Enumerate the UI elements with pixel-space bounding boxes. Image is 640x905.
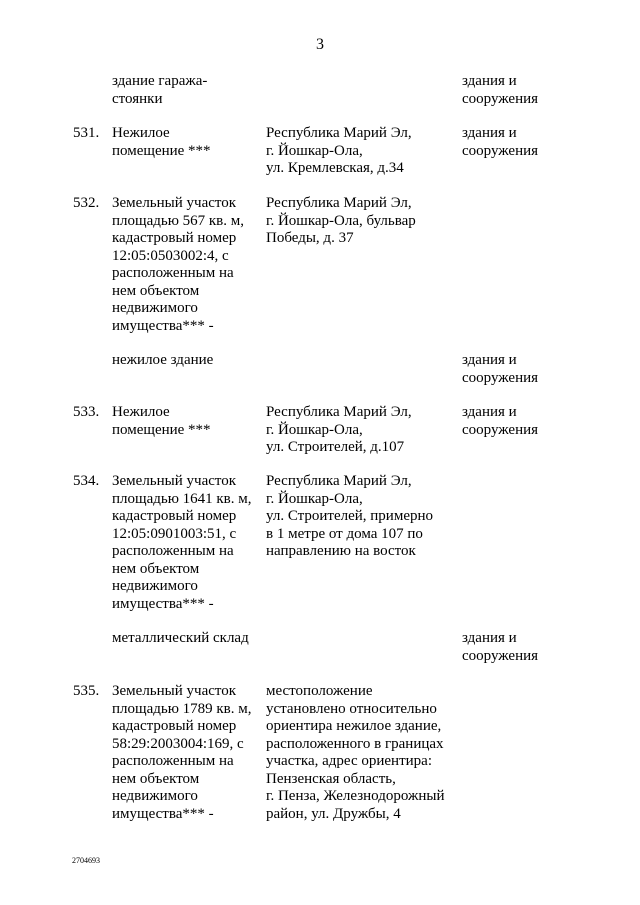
item-type	[462, 125, 632, 160]
description-line: кадастровый номер	[112, 230, 237, 246]
item-number: 534.	[73, 473, 100, 489]
item-number: 533.	[73, 404, 100, 420]
description-line: нем объектом	[112, 282, 200, 299]
type-line: сооружения	[462, 647, 539, 664]
item-address	[266, 125, 456, 178]
type-line: сооружения	[462, 142, 539, 159]
address-line: в 1 метре от дома 107 по	[266, 525, 423, 542]
document-code: 2704693	[72, 856, 100, 865]
type-line: здания и	[462, 404, 517, 420]
item-address	[266, 683, 456, 823]
address-line: район, ул. Дружбы, 4	[266, 805, 401, 822]
description-line: 12:05:0901003:51, с	[112, 525, 237, 542]
item-address	[266, 404, 456, 457]
item-description	[112, 404, 262, 439]
item-description	[112, 630, 262, 648]
description-line: стоянки	[112, 90, 163, 107]
description-line: кадастровый номер	[112, 508, 237, 524]
description-line: недвижимого	[112, 300, 198, 316]
address-line: участка, адрес ориентира:	[266, 753, 432, 769]
description-line: площадью 1641 кв. м,	[112, 490, 252, 507]
description-line: имущества*** -	[112, 805, 214, 822]
type-line: сооружения	[462, 90, 539, 107]
address-line: Пензенская область,	[266, 770, 396, 787]
description-line: недвижимого	[112, 578, 198, 594]
description-line: 58:29:2003004:169, с	[112, 735, 244, 752]
description-line: недвижимого	[112, 788, 198, 804]
address-line: г. Йошкар-Ола, бульвар	[266, 212, 416, 229]
item-description	[112, 352, 262, 370]
address-line: г. Йошкар-Ола,	[266, 490, 363, 507]
description-line: Нежилое	[112, 125, 170, 141]
address-line: Республика Марий Эл,	[266, 195, 412, 211]
item-description	[112, 473, 262, 613]
description-line: расположенным на	[112, 543, 234, 559]
type-line: здания и	[462, 630, 517, 646]
address-line: установлено относительно	[266, 700, 437, 717]
item-address	[266, 473, 456, 561]
item-type	[462, 404, 632, 439]
type-line: здания и	[462, 125, 517, 141]
address-line: г. Йошкар-Ола,	[266, 142, 363, 159]
description-line: Земельный участок	[112, 195, 237, 211]
description-line: Нежилое	[112, 404, 170, 420]
address-line: Победы, д. 37	[266, 230, 354, 246]
description-line: Земельный участок	[112, 473, 237, 489]
address-line: г. Пенза, Железнодорожный	[266, 788, 445, 804]
item-type	[462, 73, 632, 108]
address-line: г. Йошкар-Ола,	[266, 421, 363, 438]
item-type	[462, 352, 632, 387]
page-number: 3	[316, 36, 324, 53]
description-line: помещение ***	[112, 142, 211, 159]
type-line: здания и	[462, 73, 517, 89]
address-line: ориентира нежилое здание,	[266, 718, 442, 734]
description-line: нежилое здание	[112, 352, 214, 368]
type-line: сооружения	[462, 369, 539, 386]
type-line: здания и	[462, 352, 517, 368]
address-line: ул. Кремлевская, д.34	[266, 160, 404, 176]
address-line: Республика Марий Эл,	[266, 473, 412, 489]
description-line: нем объектом	[112, 770, 200, 787]
address-line: расположенного в границах	[266, 735, 444, 752]
description-line: площадью 1789 кв. м,	[112, 700, 252, 717]
description-line: металлический склад	[112, 630, 249, 646]
item-description	[112, 195, 262, 335]
address-line: ул. Строителей, д.107	[266, 439, 405, 455]
address-line: местоположение	[266, 683, 373, 699]
description-line: расположенным на	[112, 265, 234, 281]
description-line: помещение ***	[112, 421, 211, 438]
description-line: имущества*** -	[112, 317, 214, 334]
description-line: нем объектом	[112, 560, 200, 577]
description-line: 12:05:0503002:4, с	[112, 247, 229, 264]
item-description	[112, 125, 262, 160]
description-line: кадастровый номер	[112, 718, 237, 734]
type-line: сооружения	[462, 421, 539, 438]
description-line: расположенным на	[112, 753, 234, 769]
address-line: Республика Марий Эл,	[266, 404, 412, 420]
description-line: площадью 567 кв. м,	[112, 212, 245, 229]
item-description	[112, 73, 262, 108]
description-line: имущества*** -	[112, 595, 214, 612]
item-number: 531.	[73, 125, 100, 141]
item-number: 532.	[73, 195, 100, 211]
item-address	[266, 195, 456, 248]
description-line: Земельный участок	[112, 683, 237, 699]
item-description	[112, 683, 262, 823]
item-number: 535.	[73, 683, 100, 699]
address-line: Республика Марий Эл,	[266, 125, 412, 141]
description-line: здание гаража-	[112, 73, 208, 89]
address-line: направлению на восток	[266, 543, 416, 559]
item-type	[462, 630, 632, 665]
address-line: ул. Строителей, примерно	[266, 508, 434, 524]
